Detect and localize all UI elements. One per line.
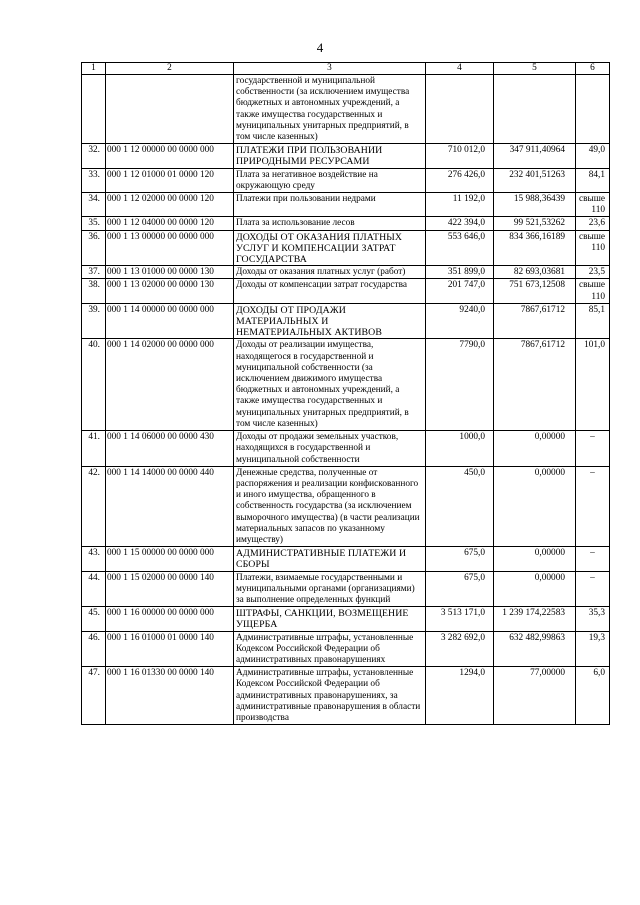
revenue-name-cell: ДОХОДЫ ОТ ОКАЗАНИЯ ПЛАТНЫХ УСЛУГ И КОМПЕНСАЦИИ ЗАТРАТ ГОСУДАРСТВА: [234, 230, 426, 266]
percent-cell: –: [576, 571, 610, 607]
revenue-name-cell: ПЛАТЕЖИ ПРИ ПОЛЬЗОВАНИИ ПРИРОДНЫМИ РЕСУРСАМИ: [234, 144, 426, 168]
table-row: [82, 466, 610, 546]
table-row: [82, 571, 610, 607]
percent-cell: [576, 75, 610, 144]
planned-amount-cell: 351 899,0: [426, 266, 494, 279]
actual-amount-cell: 232 401,51263: [494, 168, 576, 192]
row-number-cell: 33.: [82, 168, 106, 192]
column-header: 1: [82, 63, 106, 75]
table-row: [82, 217, 610, 230]
percent-cell: 23,6: [576, 217, 610, 230]
budget-code-cell: 000 1 15 00000 00 0000 000: [106, 547, 234, 571]
table-row: [82, 667, 610, 725]
actual-amount-cell: 1 239 174,22583: [494, 607, 576, 631]
actual-amount-cell: 0,00000: [494, 571, 576, 607]
row-number-cell: 36.: [82, 230, 106, 266]
budget-code-cell: 000 1 16 00000 00 0000 000: [106, 607, 234, 631]
table-row: [82, 230, 610, 266]
page-number: 4: [316, 40, 324, 55]
percent-cell: 6,0: [576, 667, 610, 725]
revenue-name-cell: Административные штрафы, установленные Кодексом Российской Федерации об административных правонарушениях, за административные правонарушения в области производства: [234, 667, 426, 725]
column-header: 2: [106, 63, 234, 75]
actual-amount-cell: 347 911,40964: [494, 144, 576, 168]
actual-amount-cell: 77,00000: [494, 667, 576, 725]
row-number-cell: 46.: [82, 631, 106, 667]
column-header: 5: [494, 63, 576, 75]
row-number-cell: 44.: [82, 571, 106, 607]
actual-amount-cell: 632 482,99863: [494, 631, 576, 667]
percent-cell: 23,5: [576, 266, 610, 279]
budget-code-cell: 000 1 12 02000 00 0000 120: [106, 193, 234, 217]
percent-cell: свыше 110: [576, 230, 610, 266]
table-row: [82, 168, 610, 192]
percent-cell: 85,1: [576, 303, 610, 339]
table-row: [82, 75, 610, 144]
column-header: 4: [426, 63, 494, 75]
budget-code-cell: 000 1 13 00000 00 0000 000: [106, 230, 234, 266]
percent-cell: –: [576, 431, 610, 467]
budget-code-cell: 000 1 14 00000 00 0000 000: [106, 303, 234, 339]
budget-code-cell: 000 1 13 02000 00 0000 130: [106, 279, 234, 303]
row-number-cell: 35.: [82, 217, 106, 230]
actual-amount-cell: 0,00000: [494, 466, 576, 546]
column-header: 6: [576, 63, 610, 75]
row-number-cell: 47.: [82, 667, 106, 725]
column-header-row: [82, 63, 610, 75]
percent-cell: 101,0: [576, 339, 610, 431]
row-number-cell: 38.: [82, 279, 106, 303]
planned-amount-cell: 3 513 171,0: [426, 607, 494, 631]
actual-amount-cell: [494, 75, 576, 144]
budget-code-cell: 000 1 16 01330 00 0000 140: [106, 667, 234, 725]
planned-amount-cell: 7790,0: [426, 339, 494, 431]
table-row: [82, 547, 610, 571]
planned-amount-cell: 3 282 692,0: [426, 631, 494, 667]
revenue-name-cell: Платежи, взимаемые государственными и муниципальными органами (организациями) за выполнение определенных функций: [234, 571, 426, 607]
table-body: [82, 63, 610, 725]
actual-amount-cell: 0,00000: [494, 547, 576, 571]
revenue-name-cell: Плата за негативное воздействие на окружающую среду: [234, 168, 426, 192]
percent-cell: свыше 110: [576, 193, 610, 217]
row-number-cell: 41.: [82, 431, 106, 467]
planned-amount-cell: 9240,0: [426, 303, 494, 339]
planned-amount-cell: 201 747,0: [426, 279, 494, 303]
actual-amount-cell: 751 673,12508: [494, 279, 576, 303]
budget-code-cell: 000 1 14 06000 00 0000 430: [106, 431, 234, 467]
table-row: [82, 266, 610, 279]
row-number-cell: 34.: [82, 193, 106, 217]
revenue-name-cell: Доходы от реализации имущества, находящегося в государственной и муниципальной собственности (за исключением движимого имущества бюджетных и автономных учреждений, а также имущества государственных и муниципальных унитарных предприятий, в том числе казенных): [234, 339, 426, 431]
percent-cell: 49,0: [576, 144, 610, 168]
row-number-cell: 42.: [82, 466, 106, 546]
planned-amount-cell: 1294,0: [426, 667, 494, 725]
planned-amount-cell: 450,0: [426, 466, 494, 546]
budget-code-cell: 000 1 15 02000 00 0000 140: [106, 571, 234, 607]
row-number-cell: 32.: [82, 144, 106, 168]
budget-code-cell: 000 1 14 14000 00 0000 440: [106, 466, 234, 546]
percent-cell: –: [576, 547, 610, 571]
row-number-cell: 45.: [82, 607, 106, 631]
row-number-cell: 43.: [82, 547, 106, 571]
planned-amount-cell: 11 192,0: [426, 193, 494, 217]
planned-amount-cell: [426, 75, 494, 144]
percent-cell: свыше 110: [576, 279, 610, 303]
revenue-name-cell: Административные штрафы, установленные Кодексом Российской Федерации об административных правонарушениях: [234, 631, 426, 667]
row-number-cell: 40.: [82, 339, 106, 431]
planned-amount-cell: 276 426,0: [426, 168, 494, 192]
table-row: [82, 607, 610, 631]
table-row: [82, 193, 610, 217]
planned-amount-cell: 710 012,0: [426, 144, 494, 168]
budget-code-cell: [106, 75, 234, 144]
planned-amount-cell: 422 394,0: [426, 217, 494, 230]
actual-amount-cell: 15 988,36439: [494, 193, 576, 217]
actual-amount-cell: 0,00000: [494, 431, 576, 467]
table-row: [82, 144, 610, 168]
budget-code-cell: 000 1 12 00000 00 0000 000: [106, 144, 234, 168]
percent-cell: –: [576, 466, 610, 546]
revenue-name-cell: Доходы от оказания платных услуг (работ): [234, 266, 426, 279]
planned-amount-cell: 553 646,0: [426, 230, 494, 266]
planned-amount-cell: 1000,0: [426, 431, 494, 467]
row-number-cell: [82, 75, 106, 144]
actual-amount-cell: 82 693,03681: [494, 266, 576, 279]
revenue-name-cell: государственной и муниципальной собственности (за исключением имущества бюджетных и автономных учреждений, а также имущества государственных и муниципальных унитарных предприятий, в том числе казенных): [234, 75, 426, 144]
actual-amount-cell: 7867,61712: [494, 339, 576, 431]
revenue-name-cell: Плата за использование лесов: [234, 217, 426, 230]
percent-cell: 84,1: [576, 168, 610, 192]
actual-amount-cell: 99 521,53262: [494, 217, 576, 230]
row-number-cell: 37.: [82, 266, 106, 279]
column-header: 3: [234, 63, 426, 75]
budget-code-cell: 000 1 12 01000 01 0000 120: [106, 168, 234, 192]
table-row: [82, 279, 610, 303]
row-number-cell: 39.: [82, 303, 106, 339]
percent-cell: 35,3: [576, 607, 610, 631]
budget-code-cell: 000 1 14 02000 00 0000 000: [106, 339, 234, 431]
percent-cell: 19,3: [576, 631, 610, 667]
budget-code-cell: 000 1 12 04000 00 0000 120: [106, 217, 234, 230]
planned-amount-cell: 675,0: [426, 547, 494, 571]
table-row: [82, 303, 610, 339]
revenue-name-cell: ШТРАФЫ, САНКЦИИ, ВОЗМЕЩЕНИЕ УЩЕРБА: [234, 607, 426, 631]
budget-code-cell: 000 1 16 01000 01 0000 140: [106, 631, 234, 667]
revenue-name-cell: Денежные средства, полученные от распоряжения и реализации конфискованного и иного имущества, обращенного в собственность государства (за исключением выморочного имущества) (в части реализации материальных запасов по указанному имуществу): [234, 466, 426, 546]
table-row: [82, 631, 610, 667]
planned-amount-cell: 675,0: [426, 571, 494, 607]
revenue-name-cell: ДОХОДЫ ОТ ПРОДАЖИ МАТЕРИАЛЬНЫХ И НЕМАТЕРИАЛЬНЫХ АКТИВОВ: [234, 303, 426, 339]
budget-code-cell: 000 1 13 01000 00 0000 130: [106, 266, 234, 279]
revenue-name-cell: АДМИНИСТРАТИВНЫЕ ПЛАТЕЖИ И СБОРЫ: [234, 547, 426, 571]
actual-amount-cell: 7867,61712: [494, 303, 576, 339]
revenue-name-cell: Платежи при пользовании недрами: [234, 193, 426, 217]
revenue-name-cell: Доходы от продажи земельных участков, находящихся в государственной и муниципальной собственности: [234, 431, 426, 467]
revenue-table: [81, 62, 610, 725]
table-row: [82, 431, 610, 467]
revenue-name-cell: Доходы от компенсации затрат государства: [234, 279, 426, 303]
actual-amount-cell: 834 366,16189: [494, 230, 576, 266]
table-row: [82, 339, 610, 431]
